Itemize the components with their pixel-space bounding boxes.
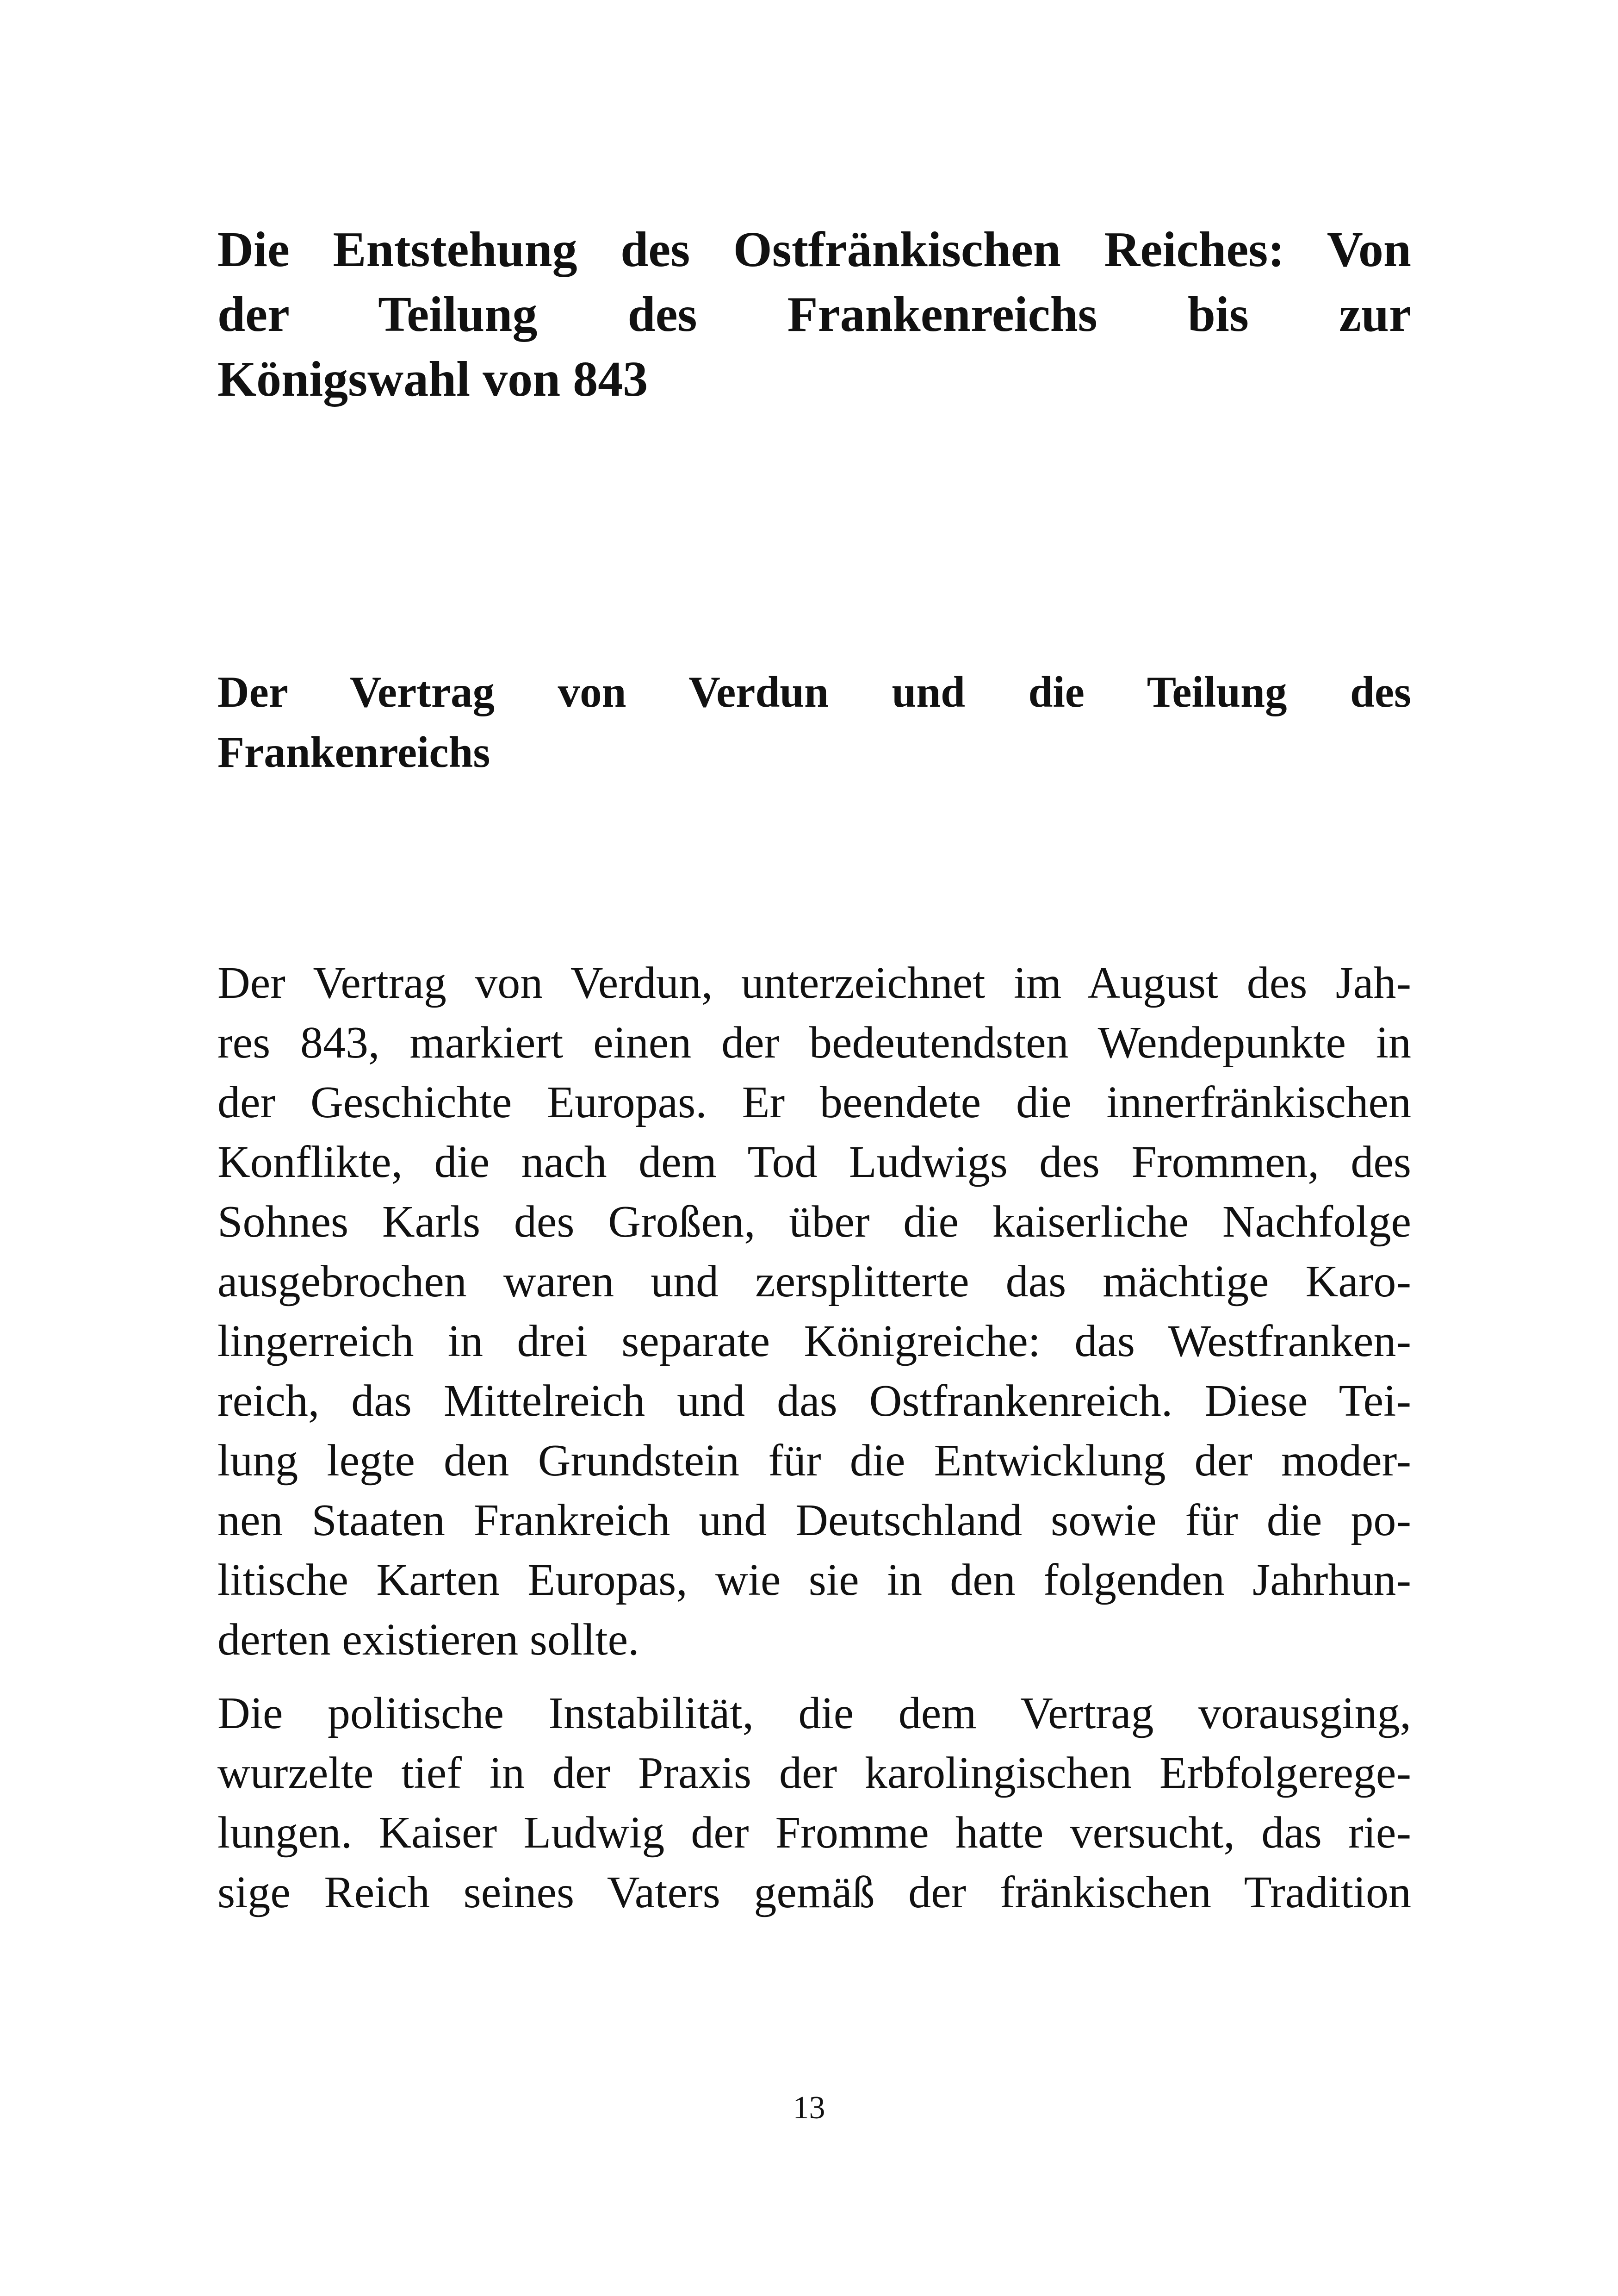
chapter-title-line: Die Entstehung des Ostfränkischen Reiches: Von <box>217 222 1411 277</box>
text-line: lingerreich in drei separate Königreiche: das Westfranken- <box>217 1316 1411 1366</box>
text-line: Der Vertrag von Verdun, unterzeichnet im August des Jah- <box>217 958 1411 1008</box>
text-line: litische Karten Europas, wie sie in den folgenden Jahrhun- <box>217 1555 1411 1605</box>
text-line: reich, das Mittelreich und das Ostfrankenreich. Diese Tei- <box>217 1376 1411 1426</box>
text-line: wurzelte tief in der Praxis der karolingischen Erbfolgerege- <box>217 1748 1411 1798</box>
paragraph <box>217 953 1411 1670</box>
paragraph <box>217 1684 1411 1923</box>
text-line: Die politische Instabilität, die dem Vertrag vorausging, <box>217 1688 1411 1738</box>
text-line: sige Reich seines Vaters gemäß der fränkischen Tradition <box>217 1867 1411 1917</box>
chapter-title-line: der Teilung des Frankenreichs bis zur <box>217 287 1411 342</box>
text-line: der Geschichte Europas. Er beendete die innerfränkischen <box>217 1077 1411 1127</box>
text-line: res 843, markiert einen der bedeutendsten Wendepunkte in <box>217 1018 1411 1068</box>
text-line: derten existieren sollte. <box>217 1615 639 1665</box>
section-title-line: Der Vertrag von Verdun und die Teilung des <box>217 667 1411 716</box>
text-line: Konflikte, die nach dem Tod Ludwigs des Frommen, des <box>217 1137 1411 1187</box>
body-text <box>217 953 1411 1936</box>
chapter-title <box>217 218 1411 412</box>
text-line: lungen. Kaiser Ludwig der Fromme hatte versucht, das rie- <box>217 1808 1411 1858</box>
chapter-title-line: Königswahl von 843 <box>217 352 648 407</box>
text-line: lung legte den Grundstein für die Entwicklung der moder- <box>217 1436 1411 1486</box>
text-line: Sohnes Karls des Großen, über die kaiserliche Nachfolge <box>217 1197 1411 1247</box>
section-title-line: Frankenreichs <box>217 728 490 777</box>
page-number: 13 <box>793 2090 825 2126</box>
section-title <box>217 662 1411 782</box>
text-line: nen Staaten Frankreich und Deutschland sowie für die po- <box>217 1495 1411 1545</box>
text-line: ausgebrochen waren und zersplitterte das mächtige Karo- <box>217 1257 1411 1307</box>
